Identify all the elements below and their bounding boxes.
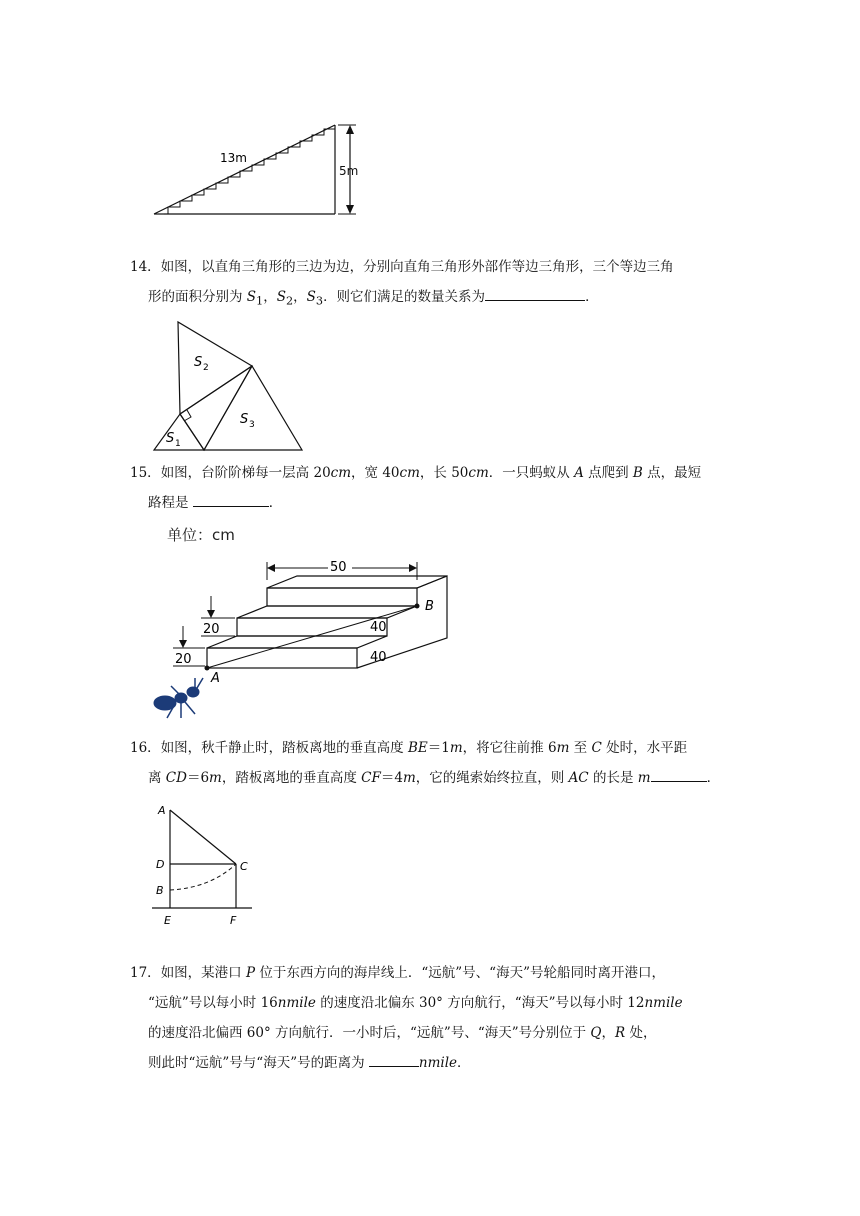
q17-p: P	[245, 965, 256, 981]
q16-ac: AC	[568, 770, 589, 786]
q15-text3: ，长 50	[419, 465, 469, 481]
q17-t3: “远航”号以每小时 16	[148, 995, 278, 1011]
q15-text1: 如图，台阶阶梯每一层高 20	[160, 465, 331, 481]
label-s2-sub: 2	[203, 363, 209, 373]
q16-c: C	[591, 740, 602, 756]
triangles-figure	[150, 318, 310, 456]
label-s1-sub: 1	[175, 439, 181, 449]
q15-line2: 路程是	[148, 495, 193, 511]
hyp-label: 13m	[220, 151, 247, 165]
q14-s2: S	[276, 289, 286, 305]
q17-t4: 的速度沿北偏东 30° 方向航行，“海天”号以每小时 12	[315, 995, 645, 1011]
ant-icon	[154, 678, 203, 718]
q16-t2: ＝1	[427, 740, 450, 756]
staircase-figure	[140, 110, 380, 225]
q17-q: Q	[590, 1025, 602, 1041]
label-s2: S	[194, 355, 203, 370]
label-s1: S	[166, 431, 175, 446]
point-b: B	[425, 599, 434, 614]
q14-sub2: 2	[285, 294, 294, 308]
question-16	[130, 733, 740, 793]
q16-t9: ＝4	[380, 770, 403, 786]
q15-text6: 点，最短	[642, 465, 702, 481]
q17-r: R	[615, 1025, 626, 1041]
q17-t5: 的速度沿北偏西 60° 方向航行．一小时后，“远航”号、“海天”号分别位于	[148, 1025, 591, 1041]
q14-line2-post: ．则它们满足的数量关系为	[323, 289, 486, 305]
dim-20-bottom: 20	[175, 652, 192, 667]
swing-label-f: F	[230, 914, 237, 927]
q14-comma1: ，	[263, 289, 277, 305]
swing-label-d: D	[156, 858, 165, 871]
question-14	[130, 252, 740, 317]
q15-a: A	[574, 465, 584, 481]
q16-end: ．	[706, 770, 721, 786]
q14-s3: S	[306, 289, 316, 305]
q14-end: ．	[585, 289, 599, 305]
q15-end: ．	[268, 495, 283, 511]
q17-n2: nmile	[644, 995, 683, 1011]
answer-blank-17[interactable]	[369, 1052, 419, 1067]
q14-comma2: ，	[293, 289, 307, 305]
swing-label-e: E	[164, 914, 171, 927]
q17-t2: 位于东西方向的海岸线上．“远航”号、“海天”号轮船同时离开港口，	[255, 965, 665, 981]
q16-m5: m	[637, 770, 651, 786]
q16-t3: ，将它往前推 6	[462, 740, 557, 756]
label-s3-sub: 3	[249, 420, 255, 430]
q14-sub1: 1	[256, 294, 264, 308]
q16-t11: 的长是	[588, 770, 638, 786]
dim-20-top: 20	[203, 622, 220, 637]
unit-label: 单位：cm	[167, 526, 235, 544]
question-17	[130, 958, 740, 1078]
q14-sub3: 3	[315, 294, 324, 308]
q15-u1: cm	[330, 465, 352, 481]
steps-figure	[145, 518, 465, 728]
swing-figure	[150, 800, 260, 930]
height-label: 5m	[339, 164, 359, 178]
q17-t8: 则此时“远航”号与“海天”号的距离为	[148, 1055, 369, 1071]
question-15	[130, 458, 740, 518]
q17-t1: 如图，某港口	[160, 965, 246, 981]
q16-t1: 如图，秋千静止时，踏板离地的垂直高度	[160, 740, 408, 756]
q16-t8: ，踏板离地的垂直高度	[221, 770, 362, 786]
q16-m4: m	[402, 770, 416, 786]
q17-t6: ，	[601, 1025, 615, 1041]
q15-u2: cm	[399, 465, 420, 481]
q16-m3: m	[209, 770, 222, 786]
dim-40-top: 40	[370, 620, 387, 635]
q16-t7: ＝6	[186, 770, 210, 786]
q17-t7: 处，	[625, 1025, 657, 1041]
q16-m1: m	[449, 740, 463, 756]
q16-t4: 至	[569, 740, 592, 756]
q16-cf: CF	[361, 770, 381, 786]
q14-line2-pre: 形的面积分别为	[148, 289, 247, 305]
q17-end: ．	[457, 1055, 471, 1071]
q16-cd: CD	[165, 770, 187, 786]
q17-n1: nmile	[277, 995, 316, 1011]
dim-40-bottom: 40	[370, 650, 387, 665]
q15-b: B	[632, 465, 643, 481]
answer-blank-16[interactable]	[651, 767, 707, 782]
q16-t10: ，它的绳索始终拉直，则	[415, 770, 569, 786]
q15-text4: ．一只蚂蚁从	[488, 465, 575, 481]
q17-n3: nmile	[418, 1055, 458, 1071]
q14-line1: 如图，以直角三角形的三边为边，分别向直角三角形外部作等边三角形，三个等边三角	[160, 259, 674, 275]
dim-50: 50	[330, 560, 347, 575]
label-s3: S	[240, 412, 249, 427]
q14-number: 14．	[130, 259, 161, 275]
q16-t5: 处时，水平距	[601, 740, 688, 756]
q15-text2: ，宽 40	[351, 465, 400, 481]
swing-label-c: C	[240, 860, 248, 873]
answer-blank-14[interactable]	[485, 286, 585, 301]
q15-u3: cm	[468, 465, 489, 481]
q14-s1: S	[246, 289, 257, 305]
q15-number: 15．	[130, 465, 161, 481]
answer-blank-15[interactable]	[193, 492, 269, 507]
swing-label-b: B	[156, 884, 164, 897]
q16-number: 16．	[130, 740, 161, 756]
q16-be: BE	[407, 740, 428, 756]
point-a: A	[211, 671, 220, 686]
q17-number: 17．	[130, 965, 161, 981]
q16-m2: m	[556, 740, 570, 756]
q16-t6: 离	[148, 770, 166, 786]
q15-text5: 点爬到	[583, 465, 633, 481]
swing-label-a: A	[158, 804, 166, 817]
